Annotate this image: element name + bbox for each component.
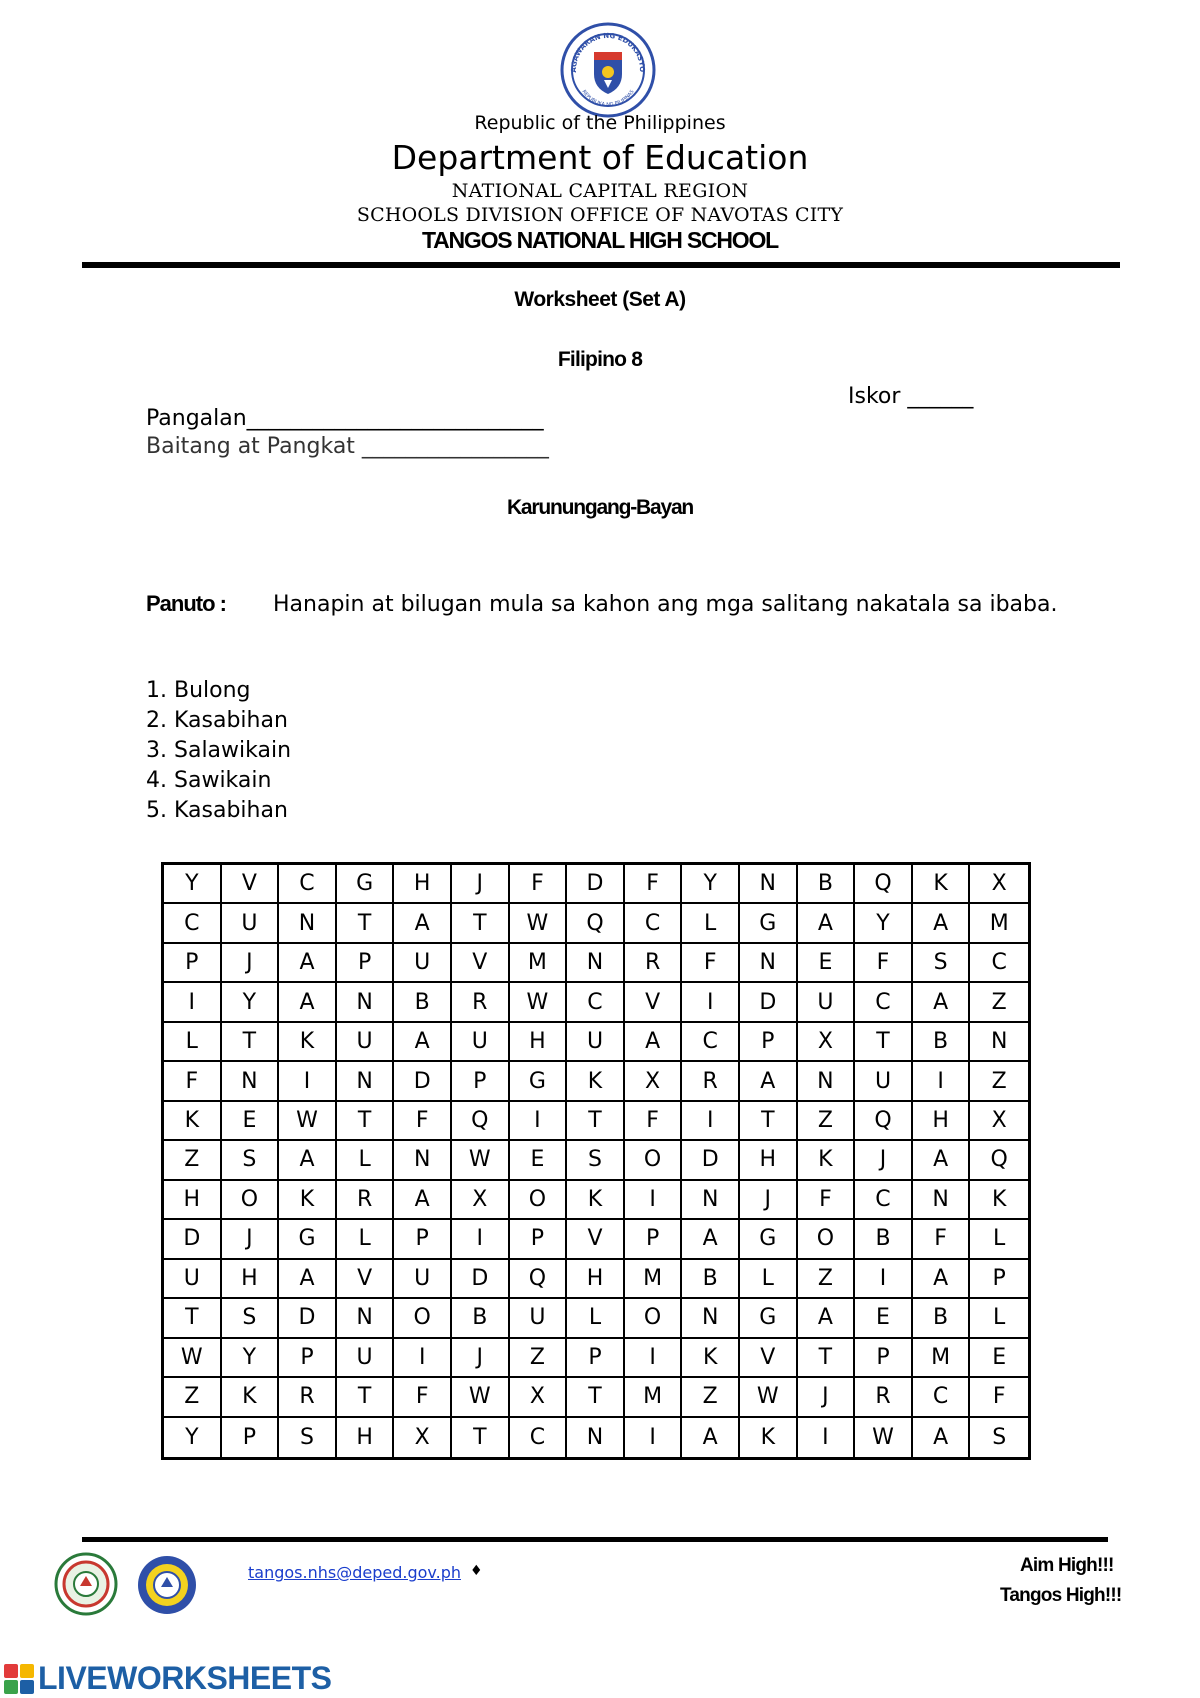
grid-cell[interactable]: N [970,1023,1028,1062]
grid-cell[interactable]: P [740,1023,798,1062]
grid-cell[interactable]: K [567,1062,625,1101]
grid-cell[interactable]: N [337,1299,395,1338]
grid-cell[interactable]: T [337,1378,395,1417]
grid-cell[interactable]: D [682,1141,740,1180]
seal-text-top: AGAWARAN NG EDUKASYO [569,31,647,73]
grid-cell[interactable]: G [279,1220,337,1259]
grid-cell[interactable]: C [567,983,625,1022]
grid-cell[interactable]: F [913,1220,971,1259]
grid-cell[interactable]: Q [567,904,625,943]
grid-cell[interactable]: G [337,865,395,904]
grid-cell[interactable]: H [164,1181,222,1220]
school-name: TANGOS NATIONAL HIGH SCHOOL [421,227,779,253]
grid-cell[interactable]: G [510,1062,568,1101]
grid-cell[interactable]: Y [222,1339,280,1378]
grid-cell[interactable]: C [913,1378,971,1417]
grid-cell[interactable]: L [970,1220,1028,1259]
list-item-number: 3. [146,738,167,763]
header-divider [82,262,1120,268]
grid-cell[interactable]: F [394,1102,452,1141]
grid-cell[interactable]: T [164,1299,222,1338]
grid-cell[interactable]: P [164,944,222,983]
grid-cell[interactable]: X [970,1102,1028,1141]
grid-cell[interactable]: P [222,1418,280,1457]
grid-cell[interactable]: X [970,865,1028,904]
grid-cell[interactable]: A [798,1299,856,1338]
grid-cell[interactable]: A [394,904,452,943]
grid-cell[interactable]: H [913,1102,971,1141]
grid-cell[interactable]: I [855,1260,913,1299]
division-label: SCHOOLS DIVISION OFFICE OF NAVOTAS CITY [356,204,844,226]
name-field[interactable]: Pangalan___________________________ [146,406,544,431]
grid-cell[interactable]: K [567,1181,625,1220]
grid-cell[interactable]: N [337,1062,395,1101]
grid-cell[interactable]: U [164,1260,222,1299]
grid-cell[interactable]: O [625,1141,683,1180]
grid-cell[interactable]: D [164,1220,222,1259]
grid-cell[interactable]: F [970,1378,1028,1417]
motto-line-1: Aim High!!! [1020,1555,1114,1576]
grid-cell[interactable]: T [337,1102,395,1141]
instructions-text: Hanapin at bilugan mula sa kahon ang mga salitang nakatala sa ibaba. [273,592,1058,617]
grid-cell[interactable]: U [510,1299,568,1338]
list-item-word: Bulong [174,678,251,703]
subject-title: Filipino 8 [557,348,643,371]
grid-cell[interactable]: P [625,1220,683,1259]
grid-cell[interactable]: J [855,1141,913,1180]
grid-cell[interactable]: Y [222,983,280,1022]
grid-cell[interactable]: B [798,865,856,904]
grid-cell[interactable]: B [913,1299,971,1338]
grid-cell[interactable]: C [855,1181,913,1220]
liveworksheets-brand [4,1660,331,1697]
grid-cell[interactable]: L [682,904,740,943]
grid-cell[interactable]: P [510,1220,568,1259]
grid-cell[interactable]: C [510,1418,568,1457]
grid-cell[interactable]: K [798,1141,856,1180]
grid-cell[interactable]: C [164,904,222,943]
grid-cell[interactable]: N [222,1062,280,1101]
grid-cell[interactable]: O [510,1181,568,1220]
grid-cell[interactable]: X [625,1062,683,1101]
grid-cell[interactable]: W [510,983,568,1022]
grid-cell[interactable]: W [279,1102,337,1141]
list-item [146,736,291,766]
grid-cell[interactable]: N [337,983,395,1022]
grid-cell[interactable]: X [510,1378,568,1417]
grid-cell[interactable]: G [740,1220,798,1259]
grid-cell[interactable]: S [222,1141,280,1180]
grid-cell[interactable]: H [740,1141,798,1180]
word-search-grid[interactable] [161,862,1031,1460]
grid-cell[interactable]: I [682,1102,740,1141]
grid-cell[interactable]: Z [798,1102,856,1141]
grid-cell[interactable]: P [452,1062,510,1101]
grid-cell[interactable]: V [452,944,510,983]
grid-cell[interactable]: Q [855,1102,913,1141]
grid-cell[interactable]: I [625,1181,683,1220]
grid-cell[interactable]: A [913,1418,971,1457]
grid-cell[interactable]: K [279,1181,337,1220]
list-item-number: 2. [146,708,167,733]
grid-cell[interactable]: N [394,1141,452,1180]
grid-cell[interactable]: J [452,1339,510,1378]
grid-cell[interactable]: Z [164,1378,222,1417]
grid-cell[interactable]: C [682,1023,740,1062]
grid-cell[interactable]: O [798,1220,856,1259]
grid-cell[interactable]: D [740,983,798,1022]
footer-divider [82,1537,1108,1542]
grid-cell[interactable]: T [452,1418,510,1457]
grid-cell[interactable]: I [625,1418,683,1457]
grid-cell[interactable]: N [740,944,798,983]
grid-cell[interactable]: N [567,1418,625,1457]
grid-cell[interactable]: X [452,1181,510,1220]
grid-cell[interactable]: S [913,944,971,983]
grid-cell[interactable]: U [394,944,452,983]
grid-cell[interactable]: K [970,1181,1028,1220]
grid-cell[interactable]: N [279,904,337,943]
grid-cell[interactable]: P [970,1260,1028,1299]
grid-cell[interactable]: U [394,1260,452,1299]
grid-cell[interactable]: Y [164,1418,222,1457]
grid-cell[interactable]: T [567,1378,625,1417]
grid-cell[interactable]: A [913,1141,971,1180]
liveworksheets-logo-icon [4,1664,34,1694]
grid-cell[interactable]: Y [164,865,222,904]
grid-cell[interactable]: D [279,1299,337,1338]
grid-cell[interactable]: B [913,1023,971,1062]
score-field[interactable]: Iskor ______ [848,384,974,409]
grid-cell[interactable]: F [625,865,683,904]
department-title: Department of Education [391,138,809,177]
list-item [146,676,291,706]
school-logo-icon [54,1552,118,1616]
grid-cell[interactable]: S [567,1141,625,1180]
grid-cell[interactable]: K [913,865,971,904]
grid-cell[interactable]: V [740,1339,798,1378]
diamond-separator: ♦ [470,1563,483,1579]
grid-cell[interactable]: Q [452,1102,510,1141]
grid-cell[interactable]: E [798,944,856,983]
grid-cell[interactable]: J [740,1181,798,1220]
grid-cell[interactable]: C [625,904,683,943]
grid-cell[interactable]: Z [510,1339,568,1378]
grid-cell[interactable]: N [682,1299,740,1338]
grid-cell[interactable]: R [682,1062,740,1101]
grid-cell[interactable]: S [279,1418,337,1457]
republic-label: Republic of the Philippines [474,112,726,134]
grid-cell[interactable]: W [452,1378,510,1417]
region-label: NATIONAL CAPITAL REGION [451,180,749,202]
grid-cell[interactable]: K [222,1378,280,1417]
grid-cell[interactable]: R [279,1378,337,1417]
grid-cell[interactable]: W [855,1418,913,1457]
grid-cell[interactable]: M [625,1260,683,1299]
grid-cell[interactable]: V [222,865,280,904]
grid-cell[interactable]: K [682,1339,740,1378]
list-item-number: 5. [146,798,167,823]
grid-cell[interactable]: Z [164,1141,222,1180]
grid-cell[interactable]: M [625,1378,683,1417]
deped-seal-icon [560,22,656,118]
grid-cell[interactable]: N [913,1181,971,1220]
grid-cell[interactable]: L [740,1260,798,1299]
grid-cell[interactable]: I [452,1220,510,1259]
grid-cell[interactable]: D [452,1260,510,1299]
grid-cell[interactable]: R [625,944,683,983]
grid-cell[interactable]: H [510,1023,568,1062]
grid-cell[interactable]: A [682,1418,740,1457]
grid-cell[interactable]: S [222,1299,280,1338]
grid-cell[interactable]: C [279,865,337,904]
grid-cell[interactable]: M [913,1339,971,1378]
school-email-link[interactable]: tangos.nhs@deped.gov.ph [248,1563,461,1582]
grid-cell[interactable]: I [394,1339,452,1378]
grid-cell[interactable]: Q [510,1260,568,1299]
grid-cell[interactable]: C [855,983,913,1022]
grid-cell[interactable]: T [337,904,395,943]
grid-cell[interactable]: B [394,983,452,1022]
grid-cell[interactable]: M [970,904,1028,943]
grid-cell[interactable]: J [452,865,510,904]
grid-cell[interactable]: A [279,983,337,1022]
grid-cell[interactable]: P [279,1339,337,1378]
grid-cell[interactable]: J [222,944,280,983]
grid-cell[interactable]: I [164,983,222,1022]
grid-cell[interactable]: W [452,1141,510,1180]
grid-cell[interactable]: A [740,1062,798,1101]
grid-cell[interactable]: I [625,1339,683,1378]
grid-cell[interactable]: L [567,1299,625,1338]
grid-cell[interactable]: L [970,1299,1028,1338]
grid-cell[interactable]: R [452,983,510,1022]
grid-cell[interactable]: J [222,1220,280,1259]
grid-cell[interactable]: F [164,1062,222,1101]
motto-line-2: Tangos High!!! [1000,1585,1122,1606]
grid-cell[interactable]: M [510,944,568,983]
grid-cell[interactable]: P [394,1220,452,1259]
grid-cell[interactable]: A [279,1141,337,1180]
grid-cell[interactable]: C [970,944,1028,983]
grid-cell[interactable]: J [798,1378,856,1417]
word-list [146,676,291,826]
topic-title: Karunungang-Bayan [506,496,694,519]
grid-cell[interactable]: A [682,1220,740,1259]
grid-cell[interactable]: B [855,1220,913,1259]
grid-cell[interactable]: H [394,865,452,904]
grid-cell[interactable]: S [992,1424,1007,1450]
grid-cell[interactable]: N [740,865,798,904]
grid-cell[interactable]: T [567,1102,625,1141]
grid-cell[interactable]: Z [682,1378,740,1417]
grid-cell[interactable]: U [855,1062,913,1101]
list-item [146,706,291,736]
grid-cell[interactable]: T [452,904,510,943]
grid-cell[interactable]: Z [970,983,1028,1022]
grid-cell[interactable]: A [394,1023,452,1062]
grid-cell[interactable]: A [913,1260,971,1299]
grid-cell[interactable]: D [394,1062,452,1101]
grid-cell[interactable]: E [510,1141,568,1180]
grid-cell[interactable]: N [798,1062,856,1101]
grid-cell[interactable]: T [798,1339,856,1378]
grid-cell[interactable]: F [798,1181,856,1220]
grid-cell[interactable]: Y [682,865,740,904]
grid-cell[interactable]: F [510,865,568,904]
grid-cell[interactable]: Y [855,904,913,943]
grid-cell[interactable]: R [855,1378,913,1417]
brand-name: LIVEWORKSHEETS [38,1660,332,1696]
grid-cell[interactable]: A [279,944,337,983]
grid-cell[interactable]: G [740,1299,798,1338]
grid-cell[interactable]: H [567,1260,625,1299]
grid-cell[interactable]: A [913,983,971,1022]
grid-cell[interactable]: E [970,1339,1028,1378]
grid-cell[interactable]: K [279,1023,337,1062]
list-item [146,766,291,796]
grid-cell[interactable]: O [394,1299,452,1338]
grid-cell[interactable]: G [740,904,798,943]
grid-cell[interactable]: R [337,1181,395,1220]
grid-cell[interactable]: H [222,1260,280,1299]
grid-cell[interactable]: W [510,904,568,943]
grid-cell[interactable]: B [682,1260,740,1299]
list-item-number: 4. [146,768,167,793]
list-item-word: Sawikain [174,768,272,793]
grid-cell[interactable]: K [740,1418,798,1457]
grid-cell[interactable]: V [625,983,683,1022]
grid-cell[interactable]: U [798,983,856,1022]
grid-cell[interactable]: F [394,1378,452,1417]
grid-cell[interactable]: U [567,1023,625,1062]
grid-cell[interactable]: V [337,1260,395,1299]
grid-cell[interactable]: B [452,1299,510,1338]
seal-text-bottom: REPUBLIKA NG PILIPINAS [580,89,636,109]
grid-cell[interactable]: E [222,1102,280,1141]
grid-cell[interactable]: H [337,1418,395,1457]
list-item-number: 1. [146,678,167,703]
grid-cell[interactable]: I [913,1062,971,1101]
division-logo-icon [136,1554,198,1616]
grid-cell[interactable]: P [337,944,395,983]
grid-cell[interactable]: L [164,1023,222,1062]
grid-cell[interactable]: O [222,1181,280,1220]
grade-section-field[interactable]: Baitang at Pangkat _________________ [146,434,549,459]
grid-cell[interactable]: A [279,1260,337,1299]
grid-cell[interactable]: A [913,904,971,943]
grid-cell[interactable]: U [222,904,280,943]
grid-cell[interactable]: U [337,1339,395,1378]
grid-cell[interactable]: D [567,865,625,904]
grid-cell[interactable]: T [222,1023,280,1062]
grid-cell[interactable]: N [682,1181,740,1220]
grid-cell[interactable]: U [337,1023,395,1062]
grid-cell[interactable]: T [855,1023,913,1062]
list-item-word: Salawikain [174,738,292,763]
grid-cell[interactable]: I [798,1418,856,1457]
list-item-word: Kasabihan [174,798,288,823]
grid-cell[interactable]: T [740,1102,798,1141]
grid-cell[interactable]: I [510,1102,568,1141]
grid-cell[interactable]: X [798,1023,856,1062]
grid-cell[interactable]: U [452,1023,510,1062]
grid-cell[interactable]: A [625,1023,683,1062]
instructions [146,588,1082,621]
grid-cell[interactable]: F [855,944,913,983]
grid-cell[interactable]: Z [970,1062,1028,1101]
grid-cell[interactable]: P [855,1339,913,1378]
grid-cell[interactable]: W [164,1339,222,1378]
list-item [146,796,291,826]
grid-cell[interactable]: A [798,904,856,943]
grid-cell[interactable]: Q [970,1141,1028,1180]
grid-cell[interactable]: E [855,1299,913,1338]
grid-cell[interactable]: L [337,1220,395,1259]
grid-cell[interactable]: F [682,944,740,983]
grid-cell[interactable]: Q [855,865,913,904]
instructions-label: Panuto : [146,591,226,616]
grid-cell[interactable]: A [394,1181,452,1220]
list-item-word: Kasabihan [174,708,288,733]
grid-cell[interactable]: X [394,1418,452,1457]
grid-cell[interactable]: P [567,1339,625,1378]
grid-cell[interactable]: N [567,944,625,983]
grid-cell[interactable]: W [740,1378,798,1417]
worksheet-title: Worksheet (Set A) [514,288,686,311]
grid-cell[interactable]: Z [798,1260,856,1299]
grid-cell[interactable]: F [625,1102,683,1141]
grid-cell[interactable]: K [164,1102,222,1141]
grid-cell[interactable]: O [625,1299,683,1338]
grid-cell[interactable]: L [337,1141,395,1180]
grid-cell[interactable]: V [567,1220,625,1259]
grid-cell[interactable]: I [682,983,740,1022]
grid-cell[interactable]: I [279,1062,337,1101]
